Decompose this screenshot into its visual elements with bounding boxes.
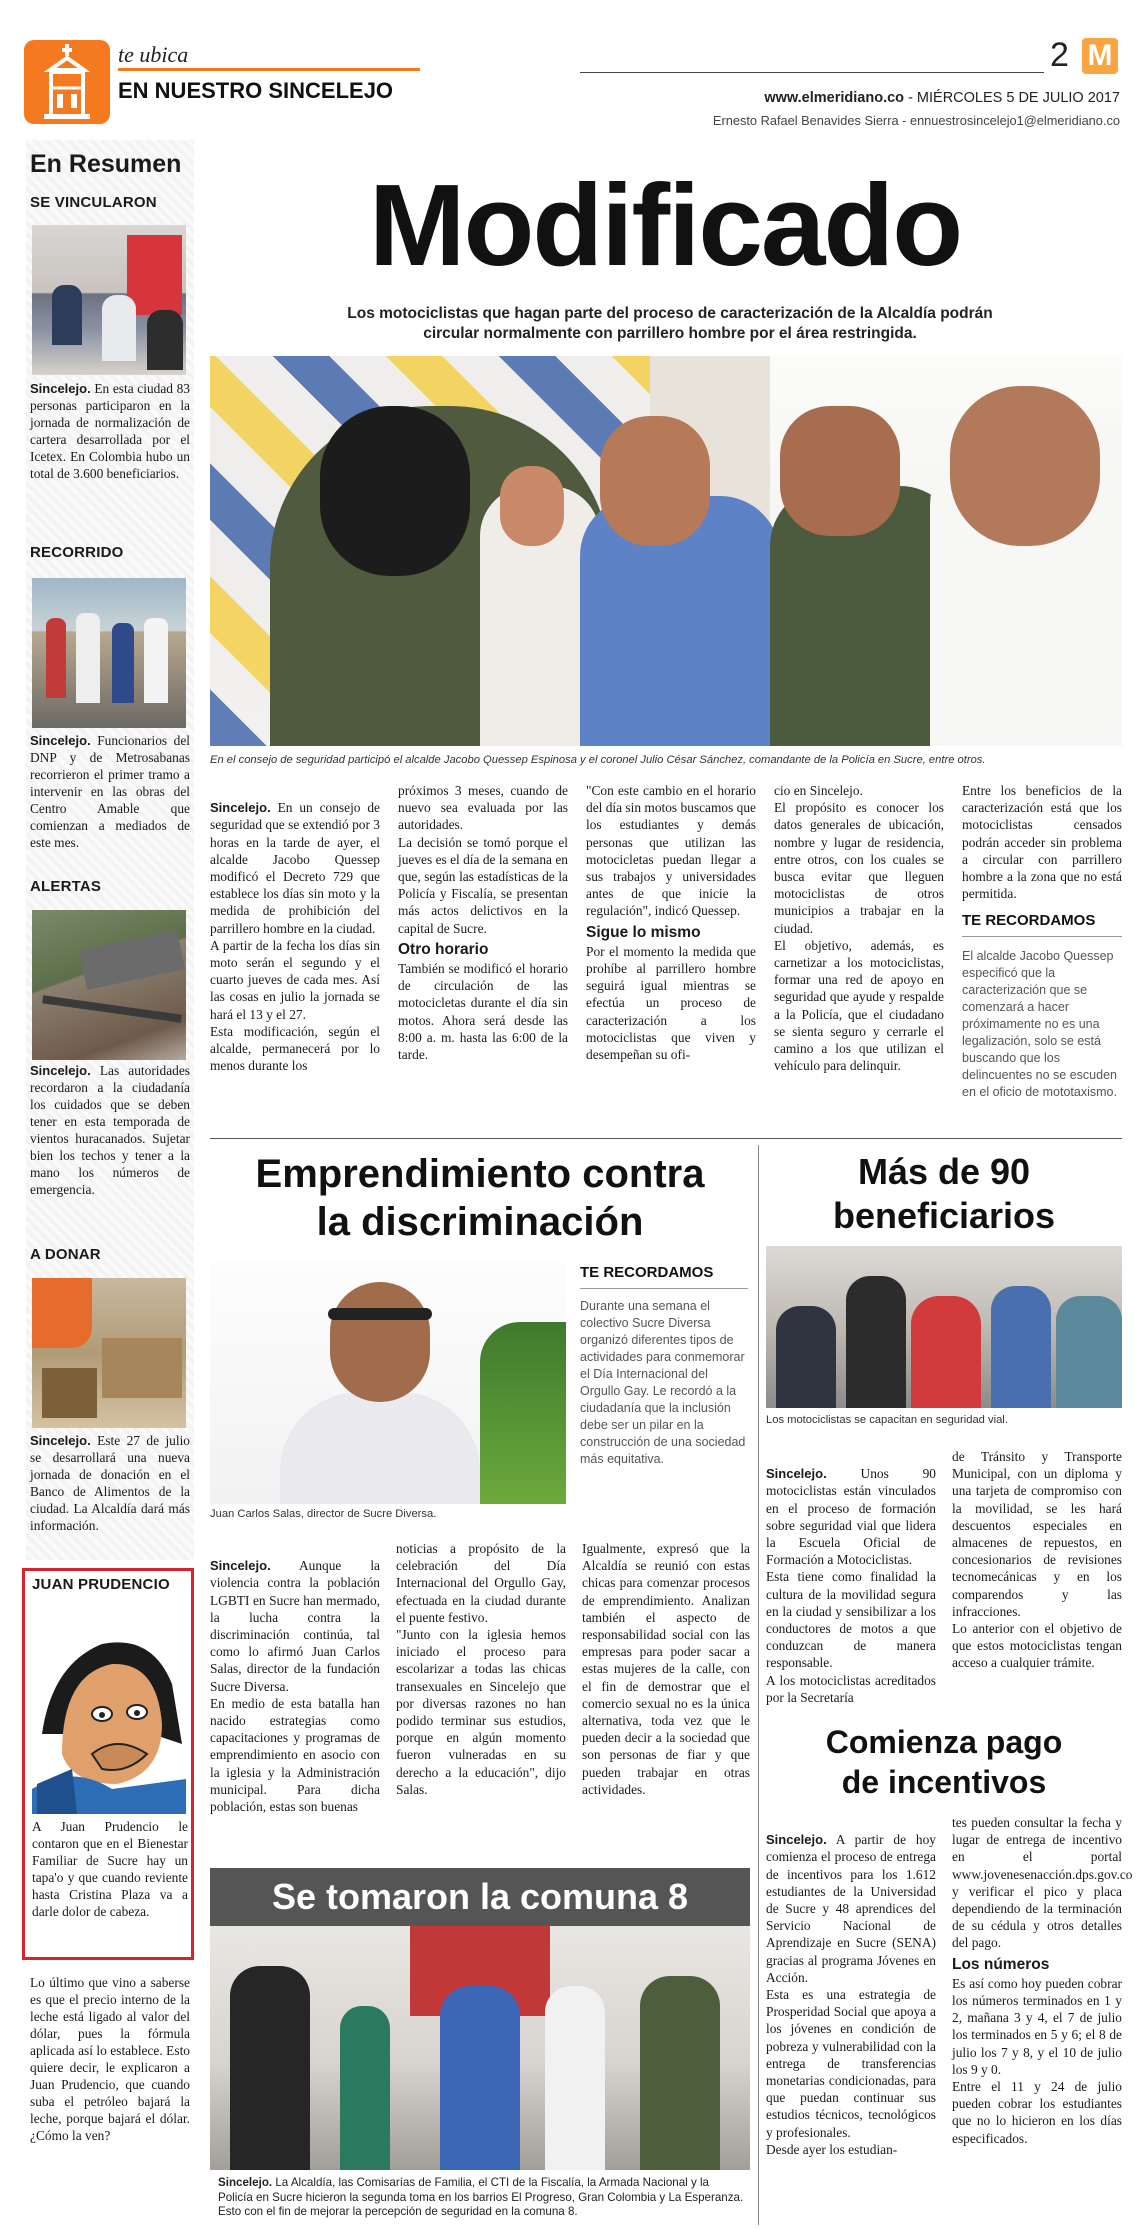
beneficiarios-photo-caption: Los motociclistas se capacitan en seguridad vial. bbox=[766, 1414, 1008, 1426]
main-col-1-text: En un consejo de seguridad que se extendió por 3 horas en la tarde de ayer, el alcalde Jacobo Quessep modificó el Decreto 729 que establece los días sin moto y la medida de prohibición del parrillero hombre en la ciudad. A partir de la fecha los días sin moto serán el segundo y el cuarto jueves de cada mes. Así las cosas en julio la jornada se hará el 13 y el 27. Esta modificación, según el alcalde, permanecerá por lo menos durante los bbox=[210, 800, 380, 1074]
incentivos-subhead-numeros: Los números bbox=[952, 1955, 1050, 1973]
main-subhead-sigue: Sigue lo mismo bbox=[586, 923, 701, 941]
beneficiarios-headline-l2: beneficiarios bbox=[832, 1195, 1056, 1236]
issue-date: MIÉRCOLES 5 DE JULIO 2017 bbox=[916, 90, 1120, 106]
incentivos-col-1-lead: Sincelejo. bbox=[766, 1832, 827, 1848]
juan-prudencio-cartoon bbox=[32, 1604, 186, 1814]
section-kicker: te ubica bbox=[118, 42, 189, 67]
main-photo-caption: En el consejo de seguridad participó el alcalde Jacobo Quessep Espinosa y el coronel Julio César Sánchez, comandante de la Policía en Sucre, entre otros. bbox=[210, 754, 986, 766]
comuna-caption-lead: Sincelejo. bbox=[218, 2176, 273, 2189]
emprendimiento-recuerda-text: Durante una semana el colectivo Sucre Diversa organizó diferentes tipos de actividades para conmemorar el Día Internacional del Orgullo Gay. Le recordó a la ciudadanía que la inclusión debe ser un pilar en la construcción de una sociedad más equitativa. bbox=[580, 1299, 746, 1466]
emprendimiento-col-1-text: Aunque la violencia contra la población LGBTI en Sucre han mermado, la lucha contra la discriminación continúa, tal como lo afirmó Juan Carlos Salas, director de la fundación Sucre Diversa. En medio de esta batalla han nacido estrategias como capacitaciones y programas de emprendimiento en asocio con la iglesia y la Administración municipal. Para dicha población, estas son buenas bbox=[210, 1558, 380, 1815]
incentivos-col-2b: Es así como hoy pueden cobrar los números terminados en 1 y 2, mañana 3 y 4, el 7 de julio los terminados en 5 y 6; el 8 de julio los 7 y 8, y el 10 de julio los 9 y 0. Entre el 11 y 24 de julio pueden cobrar los estudiantes que no lo hicieron en los días especificados. bbox=[952, 1975, 1122, 2146]
main-col-1 bbox=[210, 782, 380, 1122]
column-divider bbox=[758, 1145, 759, 2225]
emprendimiento-headline-l1: Emprendimiento contra bbox=[255, 1152, 705, 1196]
incentivos-col-2 bbox=[952, 1814, 1133, 2220]
sidebar-photo-alertas bbox=[32, 910, 186, 1060]
emprendimiento-col-1 bbox=[210, 1540, 380, 1836]
section-logo-box bbox=[24, 40, 110, 124]
sidebar-text-3 bbox=[30, 1062, 190, 1198]
incentivos-col-2a: tes pueden consultar la fecha y lugar de entrega de incentivo en el portal www.jovenesenacción.dps.gov.co y verificar el pico y placa dependiendo de la terminación de su cédula y otros detalles del pago. bbox=[952, 1815, 1133, 1951]
beneficiarios-col-1-lead: Sincelejo. bbox=[766, 1466, 827, 1482]
comuna-photo bbox=[210, 1926, 750, 2170]
section-divider-1 bbox=[210, 1138, 1122, 1139]
sidebar-photo-donar bbox=[32, 1278, 186, 1428]
sidebar-lead-4: Sincelejo. bbox=[30, 1433, 91, 1448]
main-col-5: Entre los beneficios de la caracterización está que los motociclistas censados podrán acceder sin problema a circular con parrillero hombre a la zona que no está permitida. bbox=[962, 783, 1122, 902]
sidebar-text-4 bbox=[30, 1432, 190, 1534]
juan-prudencio-heading: JUAN PRUDENCIO bbox=[32, 1576, 170, 1593]
emprendimiento-recuerda-title: TE RECORDAMOS bbox=[580, 1264, 714, 1281]
emprendimiento-recuerda-rule bbox=[580, 1288, 748, 1289]
section-name: EN NUESTRO SINCELEJO bbox=[118, 78, 394, 103]
emprendimiento-col-1-lead: Sincelejo. bbox=[210, 1558, 271, 1574]
sidebar-photo-recorrido bbox=[32, 578, 186, 728]
beneficiarios-col-1 bbox=[766, 1448, 936, 1712]
main-recuerda-title: TE RECORDAMOS bbox=[962, 912, 1096, 929]
main-headline: Modificado bbox=[368, 160, 962, 290]
main-col-3 bbox=[586, 782, 756, 1122]
incentivos-col-1-text: A partir de hoy comienza el proceso de entrega de incentivos para los 1.612 estudiantes de la Universidad de Sucre y 48 aprendices del Servicio Nacional de Aprendizaje en Sucre (SENA) gracias al programa Jóvenes en Acción. Esta es una estrategia de Prosperidad Social que apoya a los jóvenes en condición de pobreza y vulnerabilidad con la entrega de transferencias monetarias condicionadas, para que puedan continuar sus estudios técnicos, tecnológicos y profesionales. Desde ayer los estudian- bbox=[766, 1832, 936, 2157]
emprendimiento-photo-caption: Juan Carlos Salas, director de Sucre Diversa. bbox=[210, 1508, 437, 1520]
beneficiarios-col-1-text: Unos 90 motociclistas están vinculados en el proceso de formación sobre seguridad vial que lidera la Escuela Oficial de Formación a Motociclistas. Esta tiene como finalidad la cultura de la movilidad segura en la ciudad y sensibilizar a los conductores de motos a que conduzcan de manera responsable. A los motociclistas acreditados por la Secretaría bbox=[766, 1466, 936, 1705]
sidebar-lead-2: Sincelejo. bbox=[30, 733, 91, 748]
main-col-2 bbox=[398, 782, 568, 1122]
juan-prudencio-text: A Juan Prudencio le contaron que en el Bienestar Familiar de Sucre hay un tapa'o y que cuando reviente hasta Cristina Plaza va a darle dolor de cabeza. bbox=[32, 1819, 188, 1919]
emprendimiento-headline-l2: la discriminación bbox=[316, 1200, 644, 1244]
main-col-3b: Por el momento la medida que prohíbe al parrillero hombre seguirá igual mientras se efectúa un proceso de caracterización a los motociclistas que viven y desempeñan su ofi- bbox=[586, 943, 756, 1063]
main-col-2b: También se modificó el horario de circulación de las motocicletas durante el día sin motos. Ahora será desde las 8:00 a. m. hasta las 6:00 de la tarde. bbox=[398, 961, 568, 1063]
incentivos-headline bbox=[766, 1722, 1122, 1802]
dateline: www.elmeridiano.co - MIÉRCOLES 5 DE JULIO 2017 bbox=[764, 90, 1120, 106]
sidebar-lead-3: Sincelejo. bbox=[30, 1063, 91, 1078]
comuna-banner: Se tomaron la comuna 8 bbox=[210, 1868, 750, 1926]
sidebar-text-1 bbox=[30, 380, 190, 482]
author-line: Ernesto Rafael Benavides Sierra - ennuestrosincelejo1@elmeridiano.co bbox=[712, 113, 1120, 128]
main-col-3a: "Con este cambio en el horario del día sin motos buscamos que los estudiantes y demás personas que utilizan las motocicletas puedan llegar a sus trabajos y universidades antes de que inicie la regulación", indicó Quessep. bbox=[586, 783, 756, 919]
main-photo bbox=[210, 356, 1122, 746]
beneficiarios-headline-l1: Más de 90 bbox=[857, 1151, 1031, 1192]
emprendimiento-col-2: noticias a propósito de la celebración del Día Internacional del Orgullo Gay, efectuada en la ciudad durante el puente festivo. "Junto con la iglesia hemos iniciado el proceso para escolarizar a todas las chicas transexuales en Sincelejo que por diversas razones no han podido terminar sus estudios, porque en algún momento fueron vulneradas en su derecho a la educación", dijo Salas. bbox=[396, 1541, 566, 1797]
site-url[interactable]: www.elmeridiano.co bbox=[764, 90, 905, 106]
main-col-2a: próximos 3 meses, cuando de nuevo sea evaluada por las autoridades. La decisión se tomó porque el jueves es el día de la semana en que, según las estadísticas de la Policía y Fiscalía, se presentan más actos delictivos en la capital de Sucre. bbox=[398, 783, 568, 936]
emprendimiento-photo bbox=[210, 1262, 566, 1504]
incentivos-col-1 bbox=[766, 1814, 936, 2220]
sidebar-title: En Resumen bbox=[30, 150, 182, 178]
comuna-caption-text: La Alcaldía, las Comisarías de Familia, el CTI de la Fiscalía, la Armada Nacional y la Policía en Sucre hicieron la segunda toma en los barrios El Progreso, Gran Colombia y La Esperanza. Esto con el fin de mejorar la percepción de seguridad en la comuna 8. bbox=[218, 2176, 744, 2218]
sidebar-body-1: En esta ciudad 83 personas participaron en la jornada de normalización de cartera desarrollada por el Icetex. En Colombia hubo un total de 3.600 beneficiarios. bbox=[30, 381, 190, 481]
sidebar-body-2: Funcionarios del DNP y de Metrosabanas recorrieron el primer tramo a intervenir en las obras del Centro Amable que comienzan a mediados de este mes. bbox=[30, 733, 190, 850]
comuna-caption bbox=[218, 2176, 746, 2220]
sidebar-heading-1: SE VINCULARON bbox=[30, 194, 157, 211]
sidebar-lead-1: Sincelejo. bbox=[30, 381, 91, 396]
main-recuerda-text: El alcalde Jacobo Quessep especificó que la caracterización que se comenzará a hacer próximamente no es una legalización, solo se está buscando que los delincuentes no se escuden en el oficio de mototaxismo. bbox=[962, 949, 1117, 1099]
main-col-1-lead: Sincelejo. bbox=[210, 800, 271, 816]
logo-m: M bbox=[1082, 38, 1118, 74]
section-rule bbox=[118, 68, 420, 71]
incentivos-headline-l1: Comienza pago bbox=[825, 1724, 1063, 1760]
top-rule bbox=[580, 72, 1044, 73]
beneficiarios-headline bbox=[766, 1150, 1122, 1238]
main-col-4: cio en Sincelejo. El propósito es conocer los datos generales de ubicación, nombre y lugar de residencia, entre otros, con los cuales se busca evitar que lleguen motociclistas de otros municipios a trabajar en la ciudad. El objetivo, además, es carnetizar a los motociclistas, formar una red de apoyo en seguridad que ayude y respalde a la Policía, que el ciudadano se sienta seguro y cerrarle el camino a los que utilizan el vehículo para delinquir. bbox=[774, 783, 944, 1074]
sidebar-heading-2: RECORRIDO bbox=[30, 544, 124, 561]
sidebar-photo-icetex bbox=[32, 225, 186, 375]
sidebar-body-3: Las autoridades recordaron a la ciudadanía los cuidados que se deben tener en esta temporada de vientos huracanados. Sujetar bien los techos y tener a la mano los números de emergencia. bbox=[30, 1063, 190, 1197]
sidebar-heading-4: A DONAR bbox=[30, 1246, 101, 1263]
emprendimiento-col-3: Igualmente, expresó que la Alcaldía se reunió con estas chicas para comenzar procesos de emprendimiento. Analizan también el aspecto de responsabilidad social con las empresas para poder sacar a estas mujeres de la calle, con el fin de demostrar que el comercio sexual no es la única alternativa, toda vez que le pueden decir a la sociedad que son personas de fiar y que pueden trabajar en otras actividades. bbox=[582, 1541, 750, 1797]
sidebar-text-2 bbox=[30, 732, 190, 851]
main-deck: Los motociclistas que hagan parte del proceso de caracterización de la Alcaldía podrán circular normalmente con parrillero hombre por el área restringida. bbox=[347, 305, 993, 342]
main-recuerda-rule bbox=[962, 936, 1122, 937]
juan-prudencio-continuation: Lo último que vino a saberse es que el precio interno de la leche está ligado al valor del dólar, pues la fórmula aplicada así lo establece. Esto quiere decir, le explicaron a Juan Prudencio, que cuando suba el petróleo bajará la leche, porque bajará el dólar. ¿Cómo la ven? bbox=[30, 1975, 190, 2143]
page-number: 2 bbox=[1050, 36, 1069, 74]
church-icon bbox=[24, 40, 110, 124]
incentivos-headline-l2: de incentivos bbox=[841, 1764, 1047, 1800]
sidebar-body-4: Este 27 de julio se desarrollará una nueva jornada de donación en el Banco de Alimentos de la ciudad. La Alcaldía dará más información. bbox=[30, 1433, 190, 1533]
sidebar-heading-3: ALERTAS bbox=[30, 878, 102, 895]
main-subhead-otro-horario: Otro horario bbox=[398, 940, 489, 958]
emprendimiento-headline bbox=[210, 1150, 750, 1246]
beneficiarios-photo bbox=[766, 1246, 1122, 1408]
beneficiarios-col-2: de Tránsito y Transporte Municipal, con un diploma y una tarjeta de compromiso con la movilidad, se les hará descuentos especiales en almacenes de repuestos, en concesionarios de revisiones tecnomecánicas y en los comparendos y las infracciones. Lo anterior con el objetivo de que estos motociclistas tengan acceso a cualquier trámite. bbox=[952, 1449, 1122, 1671]
